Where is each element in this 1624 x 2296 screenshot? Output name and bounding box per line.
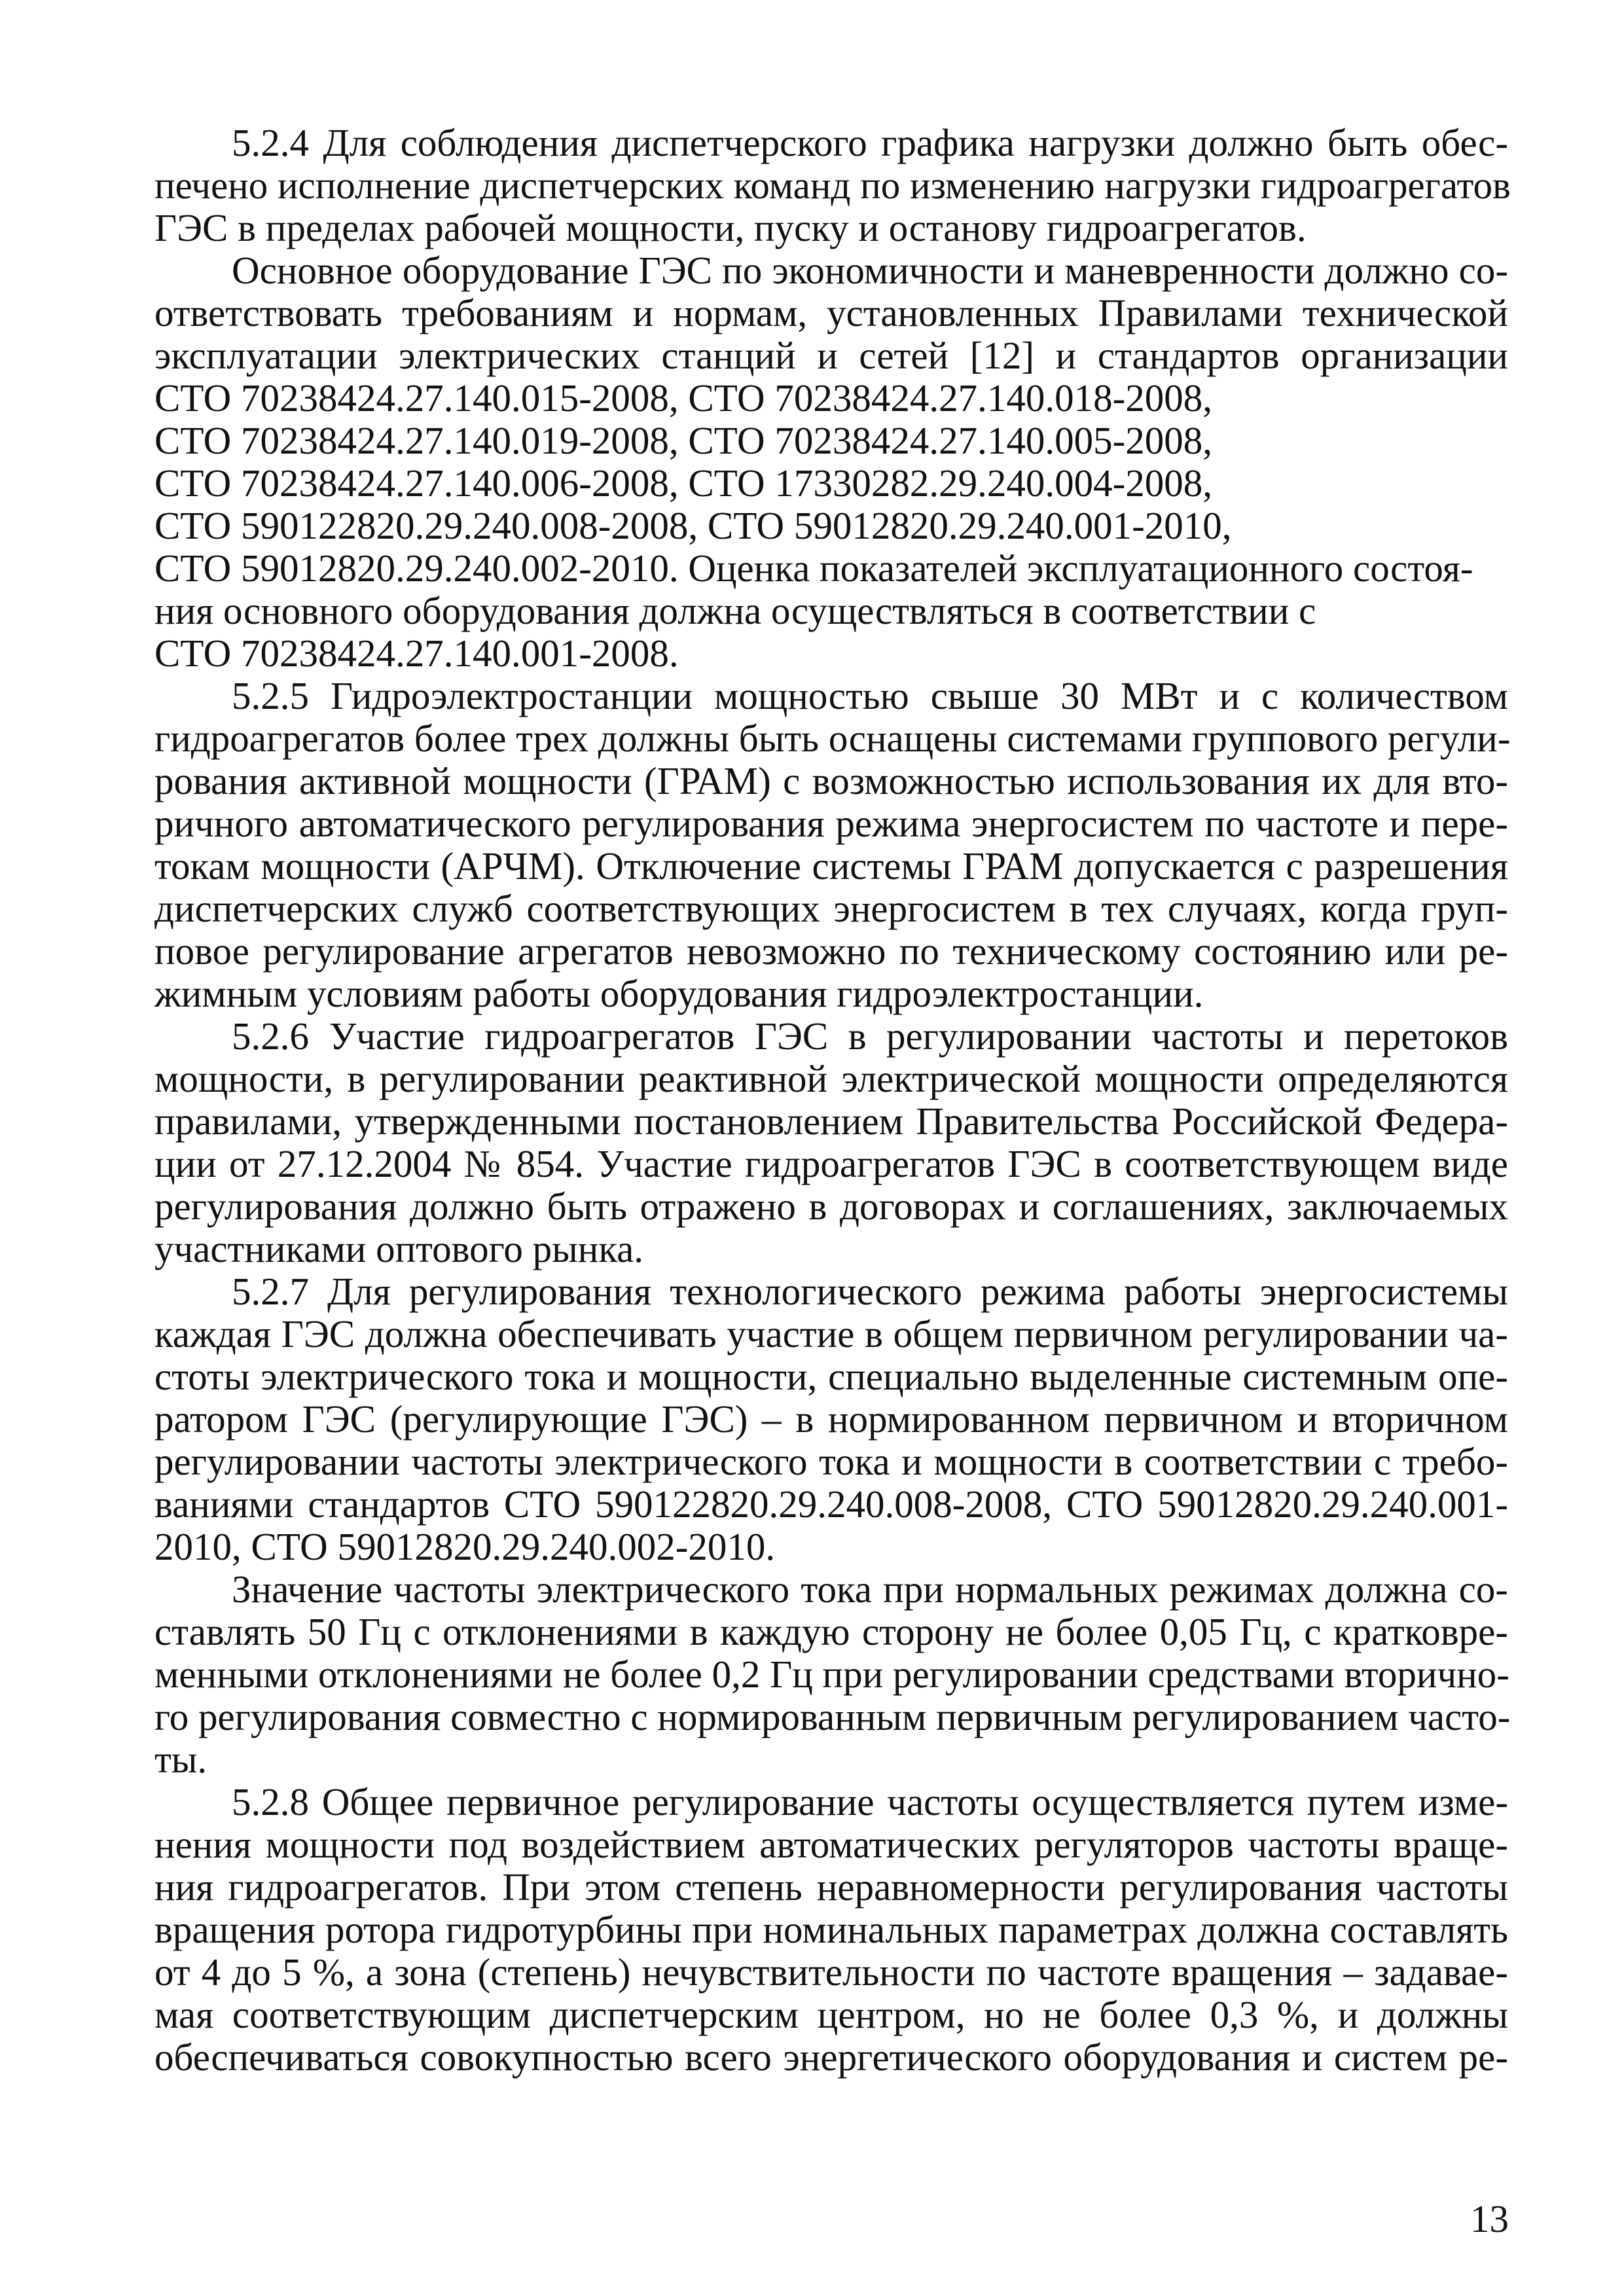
text-line: 5.2.7 Для регулирования технологического режима работы энергосистемы — [232, 1270, 1508, 1313]
text-line: регулирования должно быть отражено в договорах и соглашениях, заключаемых — [154, 1185, 1508, 1228]
text-line: Основное оборудование ГЭС по экономичности и маневренности должно со- — [232, 249, 1508, 292]
text-line: Значение частоты электрического тока при нормальных режимах должна со- — [232, 1568, 1508, 1611]
text-line: ты. — [154, 1738, 208, 1781]
text-line: обеспечиваться совокупностью всего энергетического оборудования и систем ре- — [154, 2036, 1508, 2079]
text-line: ответствовать требованиям и нормам, установленных Правилами технической — [154, 291, 1508, 334]
text-line: 5.2.4 Для соблюдения диспетчерского графика нагрузки должно быть обес- — [232, 121, 1508, 164]
text-line: ричного автоматического регулирования режима энергосистем по частоте и пере- — [154, 802, 1508, 845]
text-line: ставлять 50 Гц с отклонениями в каждую сторону не более 0,05 Гц, с кратковре- — [154, 1610, 1508, 1653]
text-line: участниками оптового рынка. — [154, 1227, 644, 1270]
text-line: эксплуатации электрических станций и сетей [12] и стандартов организации — [154, 334, 1508, 377]
text-line: нения мощности под воздействием автоматических регуляторов частоты враще- — [154, 1823, 1508, 1866]
text-line: правилами, утвержденными постановлением Правительства Российской Федера- — [154, 1100, 1508, 1143]
text-line: ния гидроагрегатов. При этом степень неравномерности регулирования частоты — [154, 1865, 1508, 1909]
text-line: стоты электрического тока и мощности, специально выделенные системным опе- — [154, 1355, 1508, 1398]
text-line: ции от 27.12.2004 № 854. Участие гидроагрегатов ГЭС в соответствующем виде — [154, 1142, 1508, 1185]
text-line: СТО 590122820.29.240.008-2008, СТО 59012820.29.240.001-2010, — [154, 504, 1232, 547]
text-line: гидроагрегатов более трех должны быть оснащены системами группового регули- — [154, 717, 1511, 760]
text-line: 5.2.5 Гидроэлектростанции мощностью свыше 30 МВт и с количеством — [232, 674, 1508, 717]
text-line: 5.2.6 Участие гидроагрегатов ГЭС в регулировании частоты и перетоков — [232, 1014, 1508, 1058]
text-line: каждая ГЭС должна обеспечивать участие в общем первичном регулировании ча- — [154, 1312, 1508, 1355]
text-line: повое регулирование агрегатов невозможно по техническому состоянию или ре- — [154, 929, 1508, 973]
text-line: ГЭС в пределах рабочей мощности, пуску и останову гидроагрегатов. — [154, 206, 1307, 249]
text-line: го регулирования совместно с нормированным первичным регулированием часто- — [154, 1695, 1511, 1738]
text-line: регулировании частоты электрического тока и мощности в соответствии с требо- — [154, 1440, 1508, 1483]
text-line: СТО 70238424.27.140.001-2008. — [154, 632, 679, 675]
text-line: мощности, в регулировании реактивной электрической мощности определяются — [154, 1057, 1508, 1100]
text-line: мая соответствующим диспетчерским центром, но не более 0,3 %, и должны — [154, 1993, 1508, 2036]
text-line: СТО 70238424.27.140.015-2008, СТО 70238424.27.140.018-2008, — [154, 376, 1212, 420]
text-line: ния основного оборудования должна осуществляться в соответствии с — [154, 589, 1316, 632]
text-line: жимным условиям работы оборудования гидроэлектростанции. — [154, 972, 1204, 1015]
text-line: СТО 70238424.27.140.019-2008, СТО 70238424.27.140.005-2008, — [154, 419, 1212, 462]
page-number: 13 — [1470, 2197, 1509, 2240]
text-line: менными отклонениями не более 0,2 Гц при регулировании средствами вторично- — [154, 1653, 1509, 1696]
text-line: 2010, СТО 59012820.29.240.002-2010. — [154, 1525, 776, 1568]
text-line: ратором ГЭС (регулирующие ГЭС) – в нормированном первичном и вторичном — [154, 1397, 1508, 1441]
text-line: рования активной мощности (ГРАМ) с возможностью использования их для вто- — [154, 759, 1508, 802]
text-line: печено исполнение диспетчерских команд по изменению нагрузки гидроагрегатов — [154, 164, 1511, 207]
text-line: токам мощности (АРЧМ). Отключение системы ГРАМ допускается с разрешения — [154, 844, 1508, 888]
text-line: вращения ротора гидротурбины при номинальных параметрах должна составлять — [154, 1908, 1508, 1951]
text-line: 5.2.8 Общее первичное регулирование частоты осуществляется путем изме- — [232, 1780, 1508, 1823]
text-line: СТО 59012820.29.240.002-2010. Оценка показателей эксплуатационного состоя- — [154, 547, 1473, 590]
text-line: СТО 70238424.27.140.006-2008, СТО 17330282.29.240.004-2008, — [154, 461, 1212, 505]
text-line: от 4 до 5 %, а зона (степень) нечувствительности по частоте вращения – задавае- — [154, 1950, 1508, 1994]
text-line: ваниями стандартов СТО 590122820.29.240.008-2008, СТО 59012820.29.240.001- — [154, 1482, 1508, 1526]
text-line: диспетчерских служб соответствующих энергосистем в тех случаях, когда груп- — [154, 887, 1508, 930]
